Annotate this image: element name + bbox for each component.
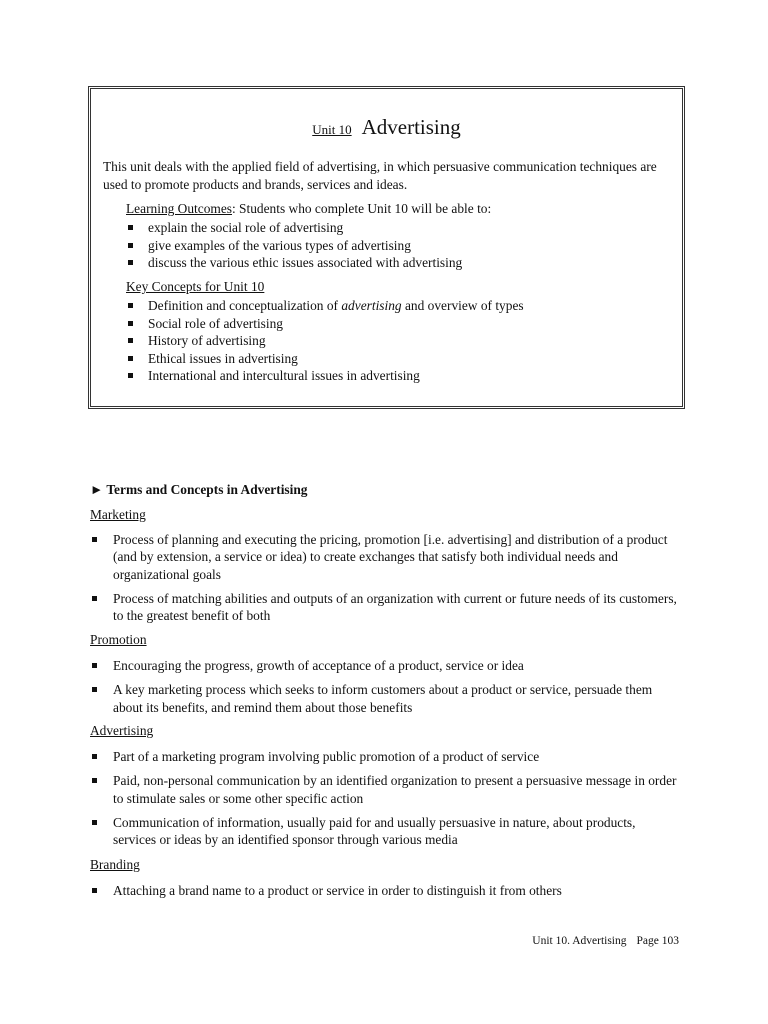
key-concepts-label: Key Concepts for Unit 10	[126, 279, 265, 294]
term-heading-advertising: Advertising	[90, 723, 154, 738]
list-item: International and intercultural issues in advertising	[126, 367, 524, 385]
list-item: Paid, non-personal communication by an identified organization to present a persuasive message in order to stimulate sales or some other specific action	[90, 772, 680, 807]
learning-outcomes-label: Learning Outcomes	[126, 201, 232, 216]
concept-emphasis: advertising	[341, 298, 402, 313]
unit-overview-box	[88, 86, 685, 409]
list-item: Social role of advertising	[126, 315, 524, 333]
advertising-list	[90, 748, 680, 855]
page-footer	[532, 935, 679, 947]
list-item: Process of planning and executing the pricing, promotion [i.e. advertising] and distribution of a product (and by extension, a service or idea) to create exchanges that satisfy both individual needs and organizational goals	[90, 531, 680, 583]
marketing-list	[90, 531, 680, 631]
term-heading-promotion: Promotion	[90, 632, 147, 647]
branding-list	[90, 882, 680, 906]
promotion-list	[90, 657, 680, 723]
list-item: Attaching a brand name to a product or service in order to distinguish it from others	[90, 882, 680, 899]
unit-title	[93, 115, 680, 140]
unit-intro: This unit deals with the applied field of advertising, in which persuasive communication techniques are used to promote products and brands, services and ideas.	[103, 159, 657, 192]
list-item: discuss the various ethic issues associated with advertising	[126, 254, 462, 272]
unit-name: Advertising	[361, 115, 461, 139]
concept-text: Definition and conceptualization of	[148, 298, 342, 313]
key-concepts-list	[126, 297, 524, 385]
list-item: Encouraging the progress, growth of acceptance of a product, service or idea	[90, 657, 680, 674]
list-item: Process of matching abilities and outputs of an organization with current or future needs of its customers, to the greatest benefit of both	[90, 590, 680, 625]
section-heading: ► Terms and Concepts in Advertising	[90, 482, 308, 497]
unit-label: Unit 10	[312, 122, 352, 137]
learning-outcomes-list	[126, 219, 462, 272]
learning-outcomes-intro: : Students who complete Unit 10 will be able to:	[231, 201, 492, 216]
page-number: Page 103	[636, 935, 679, 947]
learning-outcomes-heading	[126, 201, 491, 217]
concept-text: and overview of types	[401, 298, 524, 313]
list-item: explain the social role of advertising	[126, 219, 462, 237]
term-heading-marketing: Marketing	[90, 507, 146, 522]
list-item: History of advertising	[126, 332, 524, 350]
term-heading-branding: Branding	[90, 857, 140, 872]
list-item: Part of a marketing program involving public promotion of a product of service	[90, 748, 680, 765]
list-item: give examples of the various types of advertising	[126, 237, 462, 255]
list-item: Ethical issues in advertising	[126, 350, 524, 368]
list-item: A key marketing process which seeks to inform customers about a product or service, persuade them about its benefits, and remind them about those benefits	[90, 681, 680, 716]
list-item: Communication of information, usually paid for and usually persuasive in nature, about products, services or ideas by an identified sponsor through various media	[90, 814, 680, 849]
key-concepts-heading	[126, 279, 264, 295]
list-item	[126, 297, 524, 315]
footer-unit: Unit 10. Advertising	[532, 935, 627, 947]
